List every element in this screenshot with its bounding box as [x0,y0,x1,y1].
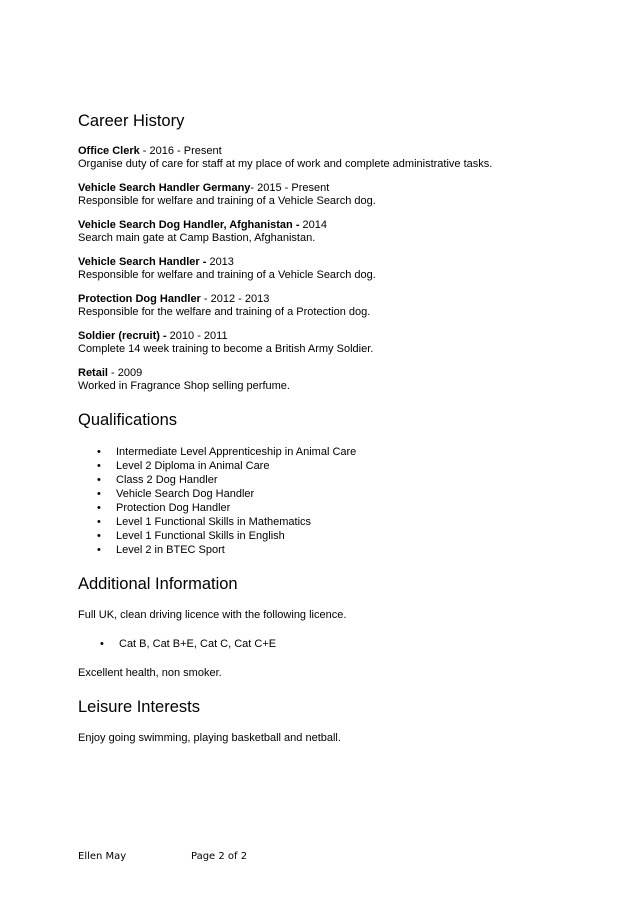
qualification-text: Protection Dog Handler [116,502,231,514]
career-history-heading: Career History [78,112,185,130]
qualifications-heading: Qualifications [78,411,178,429]
qualification-item [78,459,598,473]
qualification-item [78,515,598,529]
qualification-item [78,473,598,487]
career-history-list [78,145,598,393]
additional-information-heading: Additional Information [78,575,238,593]
bullet-icon: • [97,474,101,486]
qualification-item [78,543,598,557]
leisure-interests-heading: Leisure Interests [78,698,200,716]
qualification-item [78,529,598,543]
bullet-icon: • [97,544,101,556]
qualification-text: Intermediate Level Apprenticeship in Animal Care [116,446,357,458]
leisure-text: Enjoy going swimming, playing basketball and netball. [78,732,341,744]
qualification-item [78,487,598,501]
job-title: Office Clerk [78,145,140,157]
additional-information-section [78,573,598,680]
licence-item [78,638,598,651]
job-entry [78,330,598,356]
job-dates: - 2016 - Present [139,145,222,157]
job-title: Vehicle Search Dog Handler, Afghanistan - [78,219,300,231]
job-entry [78,256,598,282]
job-description: Search main gate at Camp Bastion, Afghanistan. [78,232,316,244]
job-title: Vehicle Search Handler - [78,256,207,268]
bullet-icon: • [100,638,104,650]
job-title: Vehicle Search Handler Germany [78,182,251,194]
job-description: Responsible for welfare and training of a Vehicle Search dog. [78,195,376,207]
job-description: Organise duty of care for staff at my place of work and complete administrative tasks. [78,158,493,170]
job-dates: - 2012 - 2013 [200,293,270,305]
job-dates: - 2015 - Present [250,182,330,194]
job-entry [78,219,598,245]
bullet-icon: • [97,446,101,458]
job-dates: - 2009 [107,367,143,379]
health-text: Excellent health, non smoker. [78,667,222,679]
qualifications-list [78,445,598,557]
job-dates: 2014 [299,219,328,231]
job-entry [78,367,598,393]
job-description: Complete 14 week training to become a British Army Soldier. [78,343,374,355]
qualification-item [78,445,598,459]
job-description: Responsible for welfare and training of a Vehicle Search dog. [78,269,376,281]
qualification-text: Class 2 Dog Handler [116,474,218,486]
footer-name: Ellen May [78,851,127,862]
cv-content [78,110,598,745]
job-dates: 2010 - 2011 [166,330,228,342]
qualification-text: Vehicle Search Dog Handler [116,488,255,500]
job-entry [78,293,598,319]
job-entry [78,182,598,208]
page-number: Page 2 of 2 [191,851,248,862]
qualification-item [78,501,598,515]
job-description: Responsible for the welfare and training of a Protection dog. [78,306,371,318]
qualification-text: Level 2 Diploma in Animal Care [116,460,270,472]
job-title: Soldier (recruit) - [78,330,167,342]
job-description: Worked in Fragrance Shop selling perfume. [78,380,290,392]
job-title: Protection Dog Handler [78,293,201,305]
bullet-icon: • [97,530,101,542]
job-dates: 2013 [206,256,234,268]
job-title: Retail [78,367,108,379]
qualifications-section [78,409,598,557]
licence-text: Full UK, clean driving licence with the following licence. [78,609,347,621]
qualification-text: Level 1 Functional Skills in English [116,530,285,542]
bullet-icon: • [97,516,101,528]
qualification-text: Level 1 Functional Skills in Mathematics [116,516,312,528]
job-entry [78,145,598,171]
bullet-icon: • [97,502,101,514]
bullet-icon: • [97,460,101,472]
qualification-text: Level 2 in BTEC Sport [116,544,225,556]
licence-categories: Cat B, Cat B+E, Cat C, Cat C+E [119,638,277,650]
bullet-icon: • [97,488,101,500]
leisure-interests-section [78,696,598,745]
